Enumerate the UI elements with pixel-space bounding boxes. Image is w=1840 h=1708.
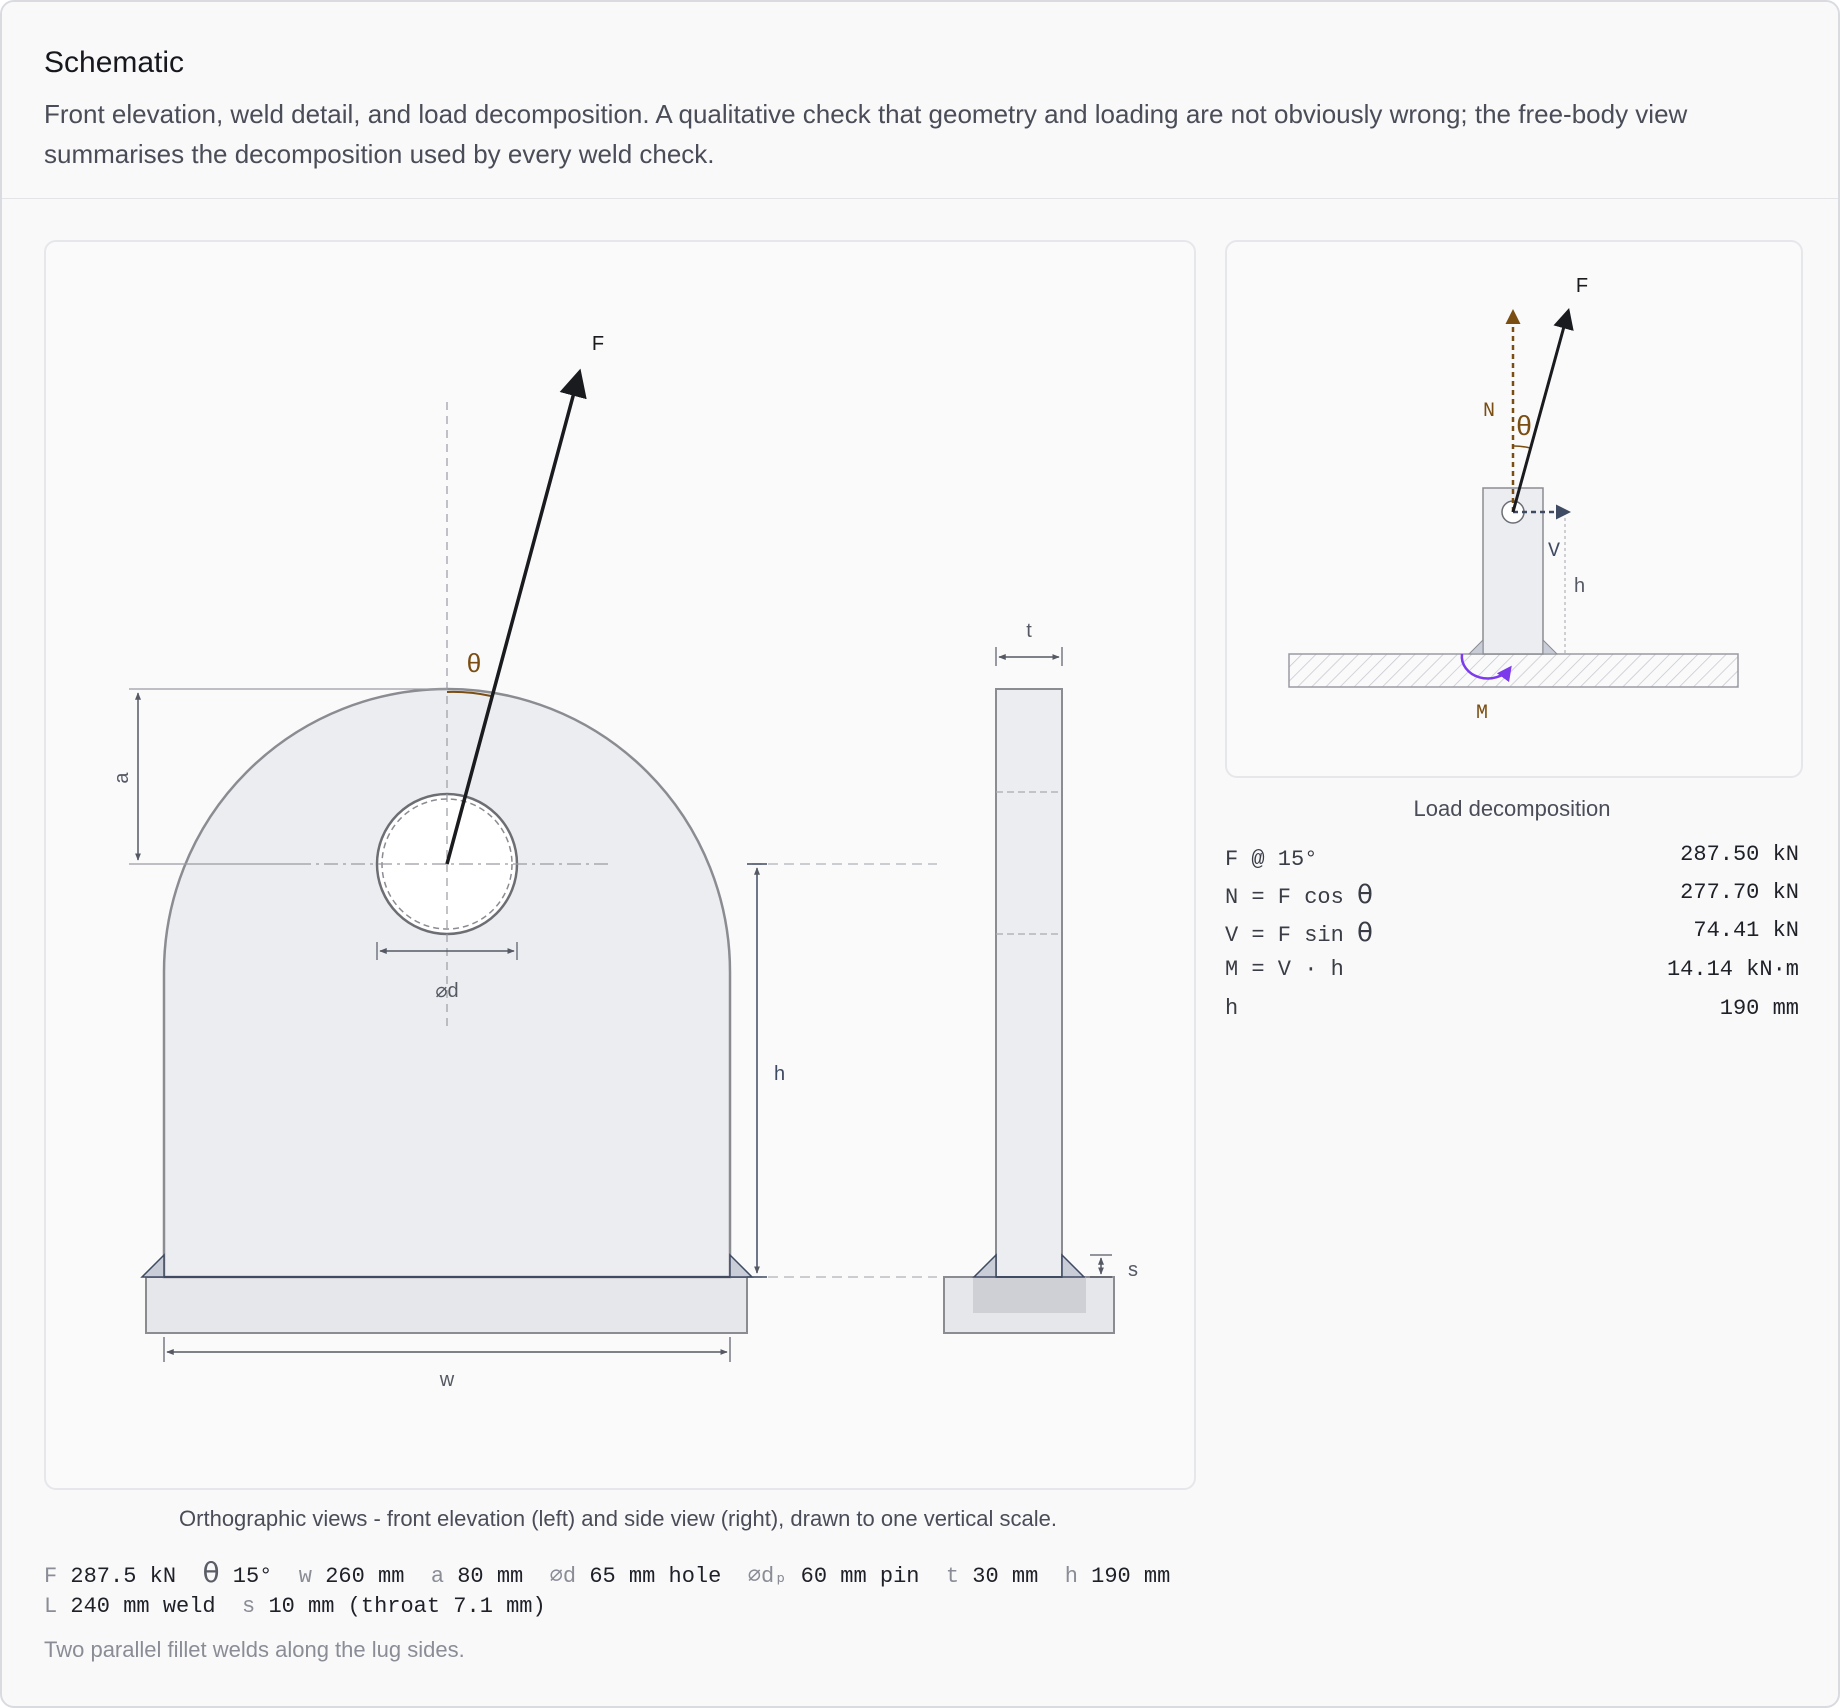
param-a-key: a <box>430 1564 445 1589</box>
param-s-value: 10 mm (throat 7.1 mm) <box>268 1594 546 1619</box>
dim-w-label: w <box>439 1369 455 1391</box>
front-weld-left <box>142 1255 164 1277</box>
param-a-value: 80 mm <box>457 1564 524 1589</box>
theta-symbol: θ <box>1357 918 1373 948</box>
param-h-key: h <box>1064 1564 1078 1589</box>
dim-d-label: ⌀d <box>435 980 459 1002</box>
card-title: Schematic <box>44 46 185 79</box>
param-t-value: 30 mm <box>972 1564 1039 1589</box>
load-row-label: h <box>1225 996 1239 1021</box>
fb-h-label: h <box>1574 575 1586 597</box>
load-row <box>1225 957 1799 993</box>
load-row <box>1225 996 1799 1032</box>
params-line-1 <box>44 1556 1170 1589</box>
load-row <box>1225 918 1799 954</box>
load-row-label: M = V · h <box>1225 957 1344 982</box>
load-row-label: V = F sin <box>1225 923 1358 948</box>
load-row-label: F @ 15° <box>1225 847 1318 872</box>
param-dp-value: 60 mm pin <box>800 1564 920 1589</box>
params-line-2 <box>44 1594 546 1619</box>
load-row-value: 74.41 kN <box>1693 918 1799 943</box>
orthographic-drawing <box>46 242 1194 1488</box>
dim-s-label: s <box>1128 1259 1138 1281</box>
front-weld-right <box>730 1255 752 1277</box>
dim-a-label: a <box>111 772 133 784</box>
normal-label: N <box>1482 400 1495 423</box>
param-F-value: 287.5 kN <box>70 1564 177 1589</box>
shear-label: V <box>1548 540 1561 563</box>
side-weld-left <box>974 1255 996 1277</box>
moment-label: M <box>1475 702 1489 725</box>
fb-theta-label: θ <box>1516 410 1532 441</box>
load-decomposition-panel <box>1225 240 1803 778</box>
param-L-key: L <box>44 1594 58 1619</box>
orthographic-caption: Orthographic views - front elevation (left) and side view (right), drawn to one vertical scale. <box>179 1506 1057 1531</box>
fb-force-label: F <box>1575 275 1589 297</box>
param-theta-value: 15° <box>232 1564 273 1589</box>
orthographic-panel <box>44 240 1196 1490</box>
load-caption: Load decomposition <box>1413 796 1611 821</box>
weld-note: Two parallel fillet welds along the lug sides. <box>44 1637 465 1662</box>
param-d-value: 65 mm hole <box>589 1564 722 1589</box>
theta-label: θ <box>466 648 482 678</box>
load-row-label: N = F cos <box>1225 885 1358 910</box>
param-d-key: ⌀d <box>549 1564 577 1589</box>
param-dp-key: ⌀dₚ <box>747 1564 788 1589</box>
load-row-value: 190 mm <box>1719 996 1799 1021</box>
ground-plate <box>1289 654 1738 687</box>
param-w-key: w <box>298 1564 312 1589</box>
param-theta-key: θ <box>202 1556 220 1589</box>
force-label: F <box>591 333 605 355</box>
fb-weld-left <box>1469 640 1483 654</box>
param-h-value: 190 mm <box>1091 1564 1171 1589</box>
load-row <box>1225 880 1799 916</box>
param-w-value: 260 mm <box>325 1564 405 1589</box>
card-header <box>2 2 1838 199</box>
param-L-value: 240 mm weld <box>70 1594 216 1619</box>
theta-symbol: θ <box>1357 880 1373 910</box>
load-row-value: 277.70 kN <box>1680 880 1799 905</box>
load-row <box>1225 842 1799 878</box>
fb-theta-arc <box>1513 446 1530 448</box>
card-description: Front elevation, weld detail, and load decomposition. A qualitative check that geometry and loading are not obviously wrong; the free-body view summarises the decomposition used by every weld check. <box>44 99 1688 169</box>
dim-t-label: t <box>1026 620 1032 642</box>
param-t-key: t <box>945 1564 960 1589</box>
load-row-value: 14.14 kN·m <box>1666 957 1799 982</box>
side-weld-right <box>1062 1255 1084 1277</box>
fb-weld-right <box>1543 640 1557 654</box>
free-body-diagram <box>1227 242 1801 776</box>
front-base-plate <box>146 1277 747 1333</box>
load-row-value: 287.50 kN <box>1680 842 1799 867</box>
dim-h-label: h <box>774 1063 786 1085</box>
side-lug-plate <box>996 689 1062 1277</box>
param-F-key: F <box>44 1564 58 1589</box>
param-s-key: s <box>242 1594 256 1619</box>
